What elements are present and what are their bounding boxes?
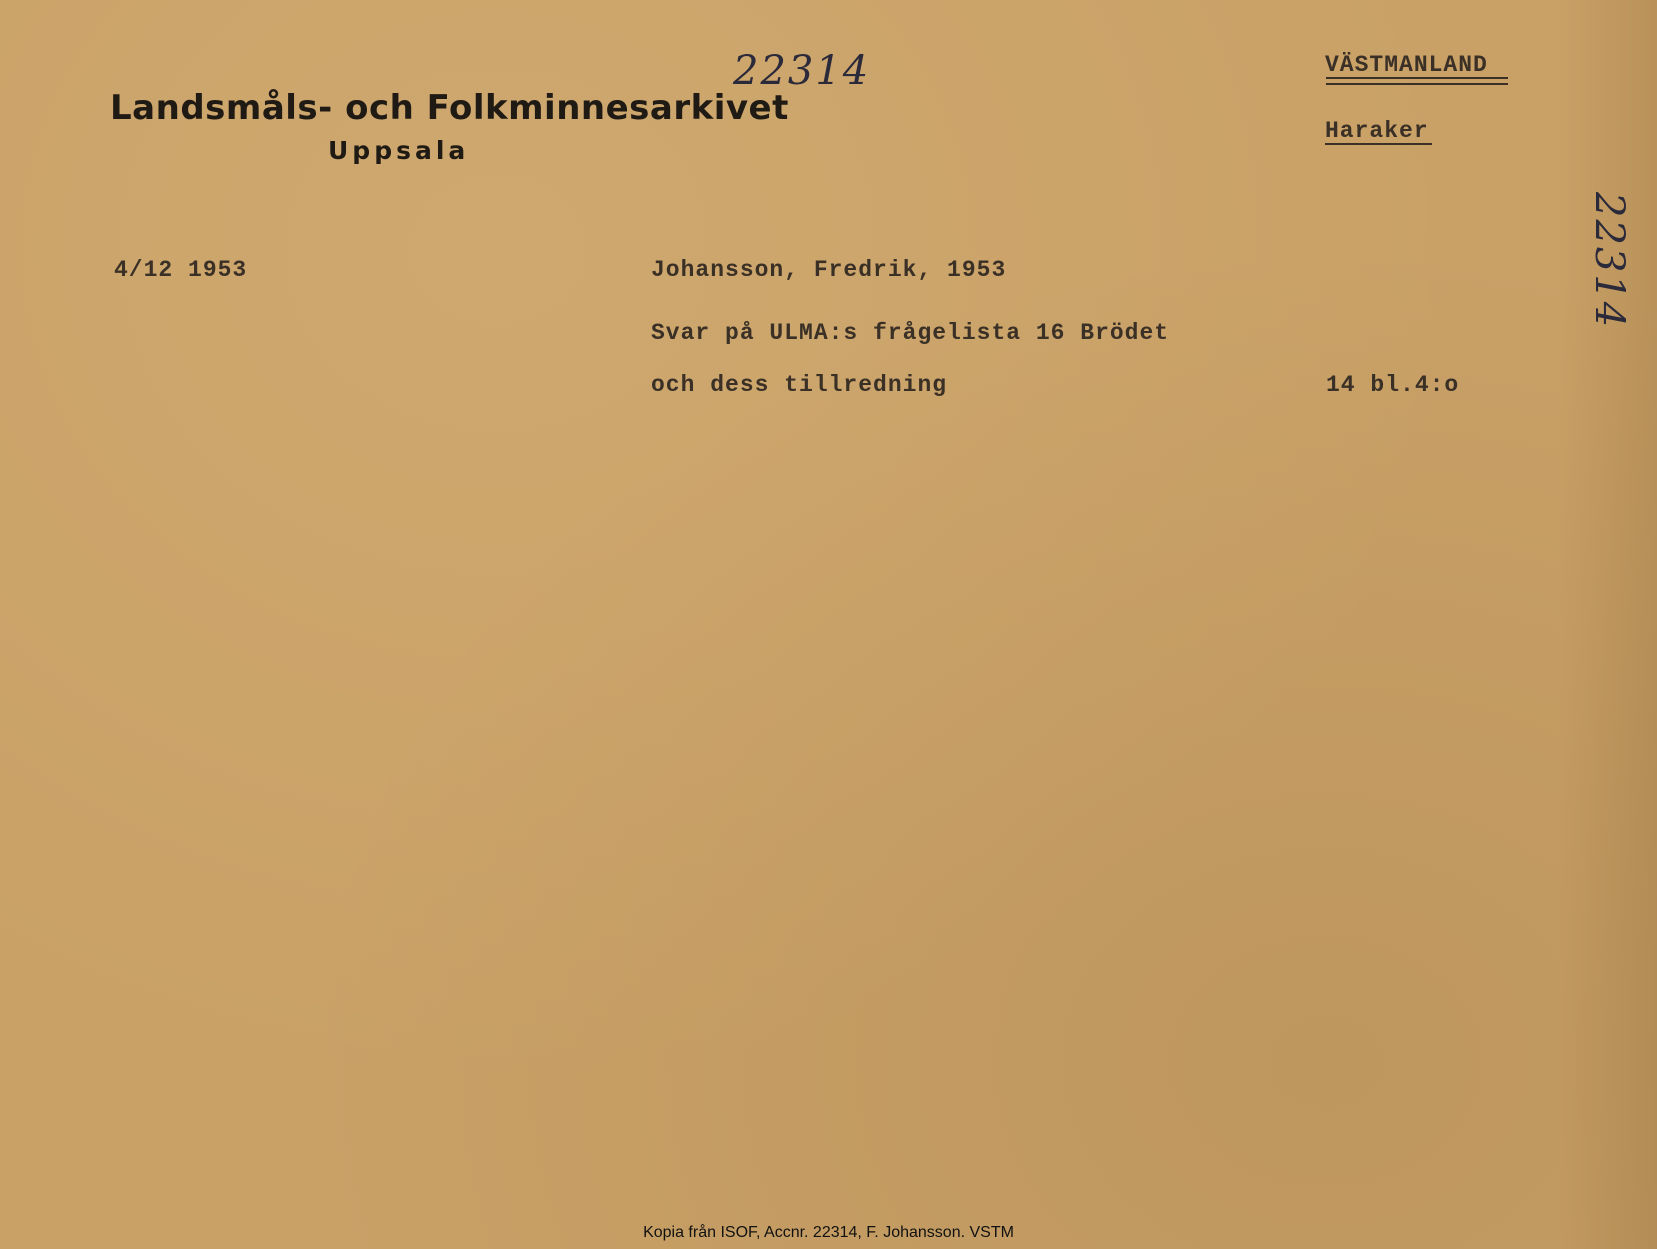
province-label: VÄSTMANLAND	[1325, 52, 1488, 78]
province-double-underline	[1326, 77, 1508, 85]
parish-underline	[1325, 143, 1432, 145]
parish-label: Haraker	[1325, 118, 1429, 144]
description-line-1: Svar på ULMA:s frågelista 16 Brödet	[651, 320, 1170, 346]
copy-source-note: Kopia från ISOF, Accnr. 22314, F. Johansson. VSTM	[643, 1224, 1014, 1241]
accession-number-handwritten-vertical: 22314	[1586, 192, 1632, 330]
archive-name: Landsmåls- och Folkminnesarkivet	[110, 88, 789, 128]
page-extent: 14 bl.4:o	[1326, 372, 1460, 398]
informant-name: Johansson, Fredrik, 1953	[651, 257, 1007, 283]
accession-number-handwritten: 22314	[733, 48, 871, 94]
record-date: 4/12 1953	[114, 257, 248, 283]
printed-header	[110, 88, 789, 165]
description-line-2: och dess tillredning	[651, 372, 948, 398]
archive-city: Uppsala	[328, 136, 470, 165]
